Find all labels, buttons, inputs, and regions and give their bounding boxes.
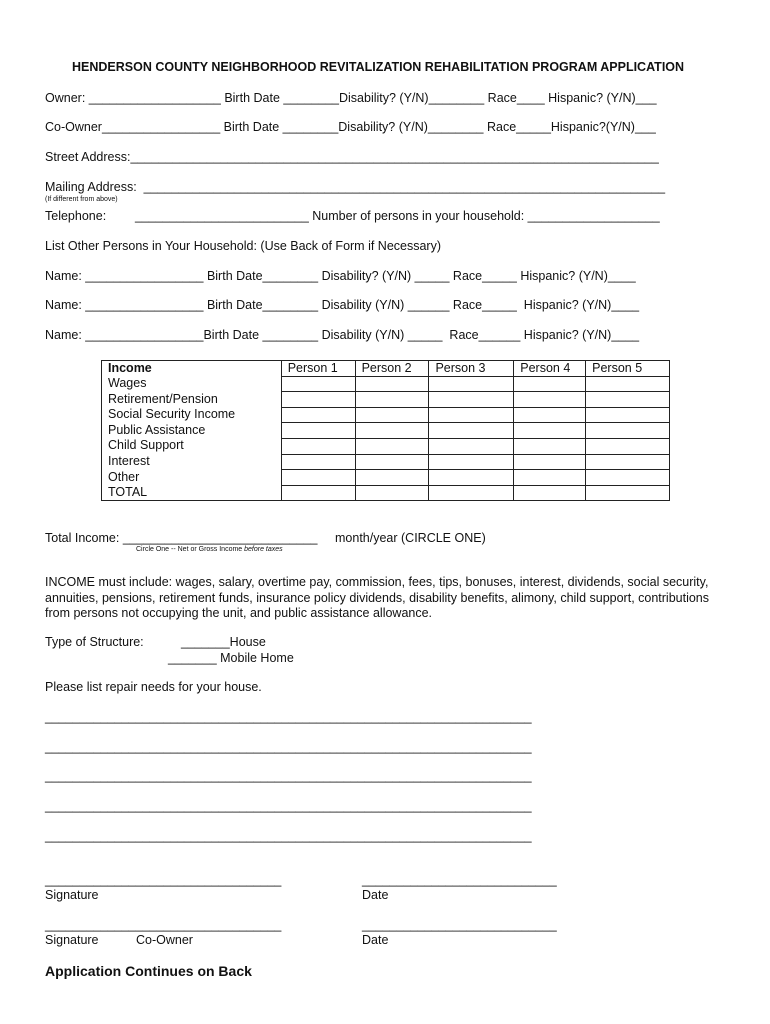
mailing-address-note: (If different from above) xyxy=(45,196,118,203)
table-row xyxy=(102,438,670,454)
income-cell[interactable] xyxy=(429,407,514,423)
table-row xyxy=(102,454,670,470)
income-definition-paragraph: INCOME must include: wages, salary, overtime pay, commission, fees, tips, bonuses, interest, dividends, social security, annuities, pensions, retirement funds, insurance policy dividends, disability benefits, alimony, child support, contributions from persons not occupying the unit, and public assistance allowance. xyxy=(45,575,710,620)
income-cell[interactable] xyxy=(429,470,514,486)
repair-line-1[interactable]: ______________________________________________________________________ xyxy=(45,710,532,724)
repair-line-2[interactable]: ______________________________________________________________________ xyxy=(45,740,532,754)
income-header: Income xyxy=(102,361,282,377)
circle-one-note-italic: before taxes xyxy=(244,546,283,553)
person-1-header: Person 1 xyxy=(281,361,355,377)
income-cell[interactable] xyxy=(514,485,586,501)
income-cell[interactable] xyxy=(429,438,514,454)
income-cell[interactable] xyxy=(514,392,586,408)
income-row-label: Child Support xyxy=(102,438,282,454)
income-cell[interactable] xyxy=(281,485,355,501)
income-cell[interactable] xyxy=(586,438,670,454)
table-row xyxy=(102,376,670,392)
continues-on-back-note: Application Continues on Back xyxy=(45,963,252,979)
person-5-header: Person 5 xyxy=(586,361,670,377)
income-cell[interactable] xyxy=(586,454,670,470)
income-cell[interactable] xyxy=(514,423,586,439)
income-cell[interactable] xyxy=(514,376,586,392)
income-row-label: Wages xyxy=(102,376,282,392)
mailing-address-line[interactable]: Mailing Address: ___________________________________________________________________________ xyxy=(45,180,666,194)
person-4-header: Person 4 xyxy=(514,361,586,377)
telephone-household-line[interactable]: _________________________ Number of persons in your household: ___________________ xyxy=(135,209,660,223)
owner-signature-line[interactable]: __________________________________ xyxy=(45,873,282,887)
table-row xyxy=(102,485,670,501)
structure-house-option[interactable]: _______House xyxy=(181,635,266,649)
income-cell[interactable] xyxy=(355,407,429,423)
income-cell[interactable] xyxy=(586,423,670,439)
owner-date-label: Date xyxy=(362,888,389,902)
income-cell[interactable] xyxy=(429,392,514,408)
total-income-line[interactable]: Total Income: ____________________________ xyxy=(45,531,318,545)
income-cell[interactable] xyxy=(355,470,429,486)
income-cell[interactable] xyxy=(429,376,514,392)
income-cell[interactable] xyxy=(586,485,670,501)
income-cell[interactable] xyxy=(281,407,355,423)
coowner-line[interactable]: Co-Owner_________________ Birth Date ________Disability? (Y/N)________ Race_____Hispanic?(Y/N)___ xyxy=(45,120,656,134)
owner-line[interactable]: Owner: ___________________ Birth Date ________Disability? (Y/N)________ Race____ Hispanic? (Y/N)___ xyxy=(45,91,657,105)
income-cell[interactable] xyxy=(281,423,355,439)
income-cell[interactable] xyxy=(429,454,514,470)
name-line-1[interactable]: Name: _________________ Birth Date________ Disability? (Y/N) _____ Race_____ Hispanic? (Y/N)____ xyxy=(45,269,636,283)
income-table-header-row xyxy=(102,361,670,377)
income-row-label: Other xyxy=(102,470,282,486)
income-cell[interactable] xyxy=(281,392,355,408)
income-cell[interactable] xyxy=(355,485,429,501)
table-row xyxy=(102,392,670,408)
table-row xyxy=(102,470,670,486)
telephone-label: Telephone: xyxy=(45,209,107,223)
income-cell[interactable] xyxy=(514,438,586,454)
income-row-label: TOTAL xyxy=(102,485,282,501)
income-cell[interactable] xyxy=(514,407,586,423)
street-address-line[interactable]: Street Address:____________________________________________________________________________ xyxy=(45,150,659,164)
structure-type-label: Type of Structure: xyxy=(45,635,144,649)
table-row xyxy=(102,407,670,423)
income-cell[interactable] xyxy=(281,376,355,392)
income-cell[interactable] xyxy=(429,485,514,501)
name-line-2[interactable]: Name: _________________ Birth Date________ Disability (Y/N) ______ Race_____ Hispanic? (Y/N)____ xyxy=(45,298,640,312)
other-persons-heading: List Other Persons in Your Household: (Use Back of Form if Necessary) xyxy=(45,239,441,253)
repair-line-4[interactable]: ______________________________________________________________________ xyxy=(45,799,532,813)
coowner-date-label: Date xyxy=(362,933,389,947)
income-cell[interactable] xyxy=(586,376,670,392)
income-row-label: Interest xyxy=(102,454,282,470)
person-3-header: Person 3 xyxy=(429,361,514,377)
income-cell[interactable] xyxy=(514,470,586,486)
income-cell[interactable] xyxy=(586,407,670,423)
repair-line-5[interactable]: ______________________________________________________________________ xyxy=(45,829,532,843)
coowner-label: Co-Owner xyxy=(136,933,193,947)
income-cell[interactable] xyxy=(281,470,355,486)
income-cell[interactable] xyxy=(281,438,355,454)
table-row xyxy=(102,423,670,439)
income-cell[interactable] xyxy=(281,454,355,470)
income-row-label: Retirement/Pension xyxy=(102,392,282,408)
income-row-label: Public Assistance xyxy=(102,423,282,439)
income-cell[interactable] xyxy=(586,392,670,408)
income-table xyxy=(101,360,670,501)
repair-line-3[interactable]: ______________________________________________________________________ xyxy=(45,769,532,783)
coowner-date-line[interactable]: ____________________________ xyxy=(362,918,557,932)
coowner-signature-label: Signature xyxy=(45,933,99,947)
owner-signature-label: Signature xyxy=(45,888,99,902)
income-cell[interactable] xyxy=(355,423,429,439)
coowner-signature-line[interactable]: __________________________________ xyxy=(45,918,282,932)
circle-one-note xyxy=(136,545,283,554)
income-cell[interactable] xyxy=(355,392,429,408)
income-cell[interactable] xyxy=(429,423,514,439)
circle-one-note-text: Circle One -- Net or Gross Income xyxy=(136,546,245,553)
income-row-label: Social Security Income xyxy=(102,407,282,423)
month-year-choice[interactable]: month/year (CIRCLE ONE) xyxy=(335,531,486,545)
owner-date-line[interactable]: ____________________________ xyxy=(362,873,557,887)
income-cell[interactable] xyxy=(355,438,429,454)
income-cell[interactable] xyxy=(355,454,429,470)
repair-needs-prompt: Please list repair needs for your house. xyxy=(45,680,262,694)
form-title: HENDERSON COUNTY NEIGHBORHOOD REVITALIZATION REHABILITATION PROGRAM APPLICATION xyxy=(72,60,685,74)
income-cell[interactable] xyxy=(514,454,586,470)
income-cell[interactable] xyxy=(586,470,670,486)
person-2-header: Person 2 xyxy=(355,361,429,377)
structure-mobile-home-option[interactable]: _______ Mobile Home xyxy=(168,651,294,665)
name-line-3[interactable]: Name: _________________Birth Date ________ Disability (Y/N) _____ Race______ Hispanic? (Y/N)____ xyxy=(45,328,640,342)
income-cell[interactable] xyxy=(355,376,429,392)
